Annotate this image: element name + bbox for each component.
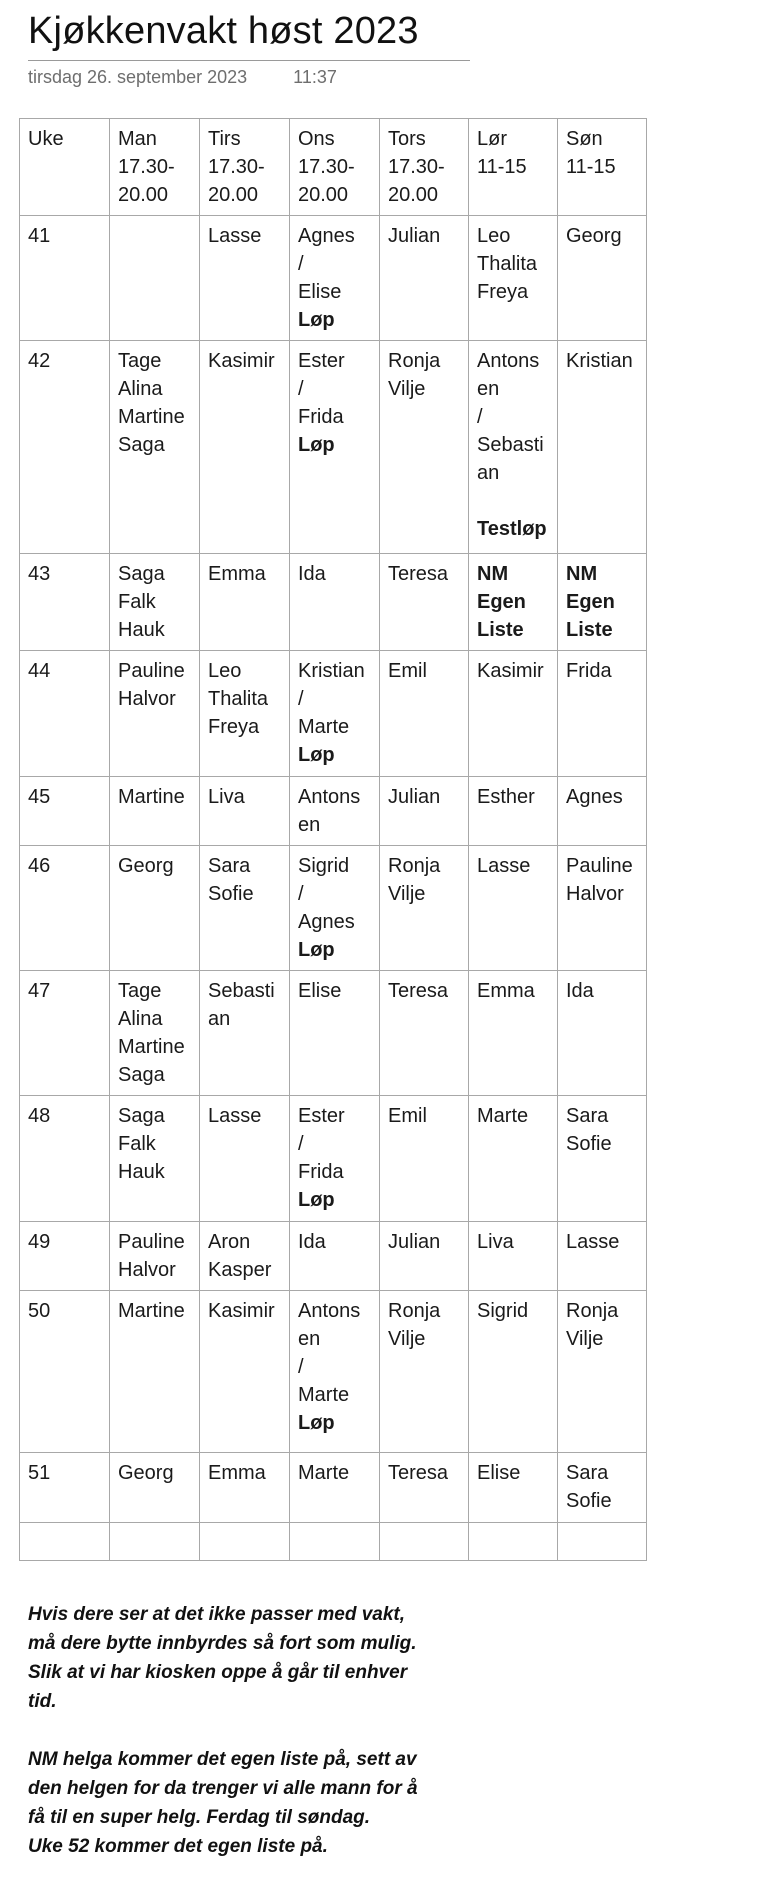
week-number-cell <box>20 971 110 1096</box>
assignee-name: Kristian <box>298 660 365 682</box>
assignee-name: Sofie <box>566 1490 612 1512</box>
assignee-name: Teresa <box>388 1462 449 1484</box>
assignee-name: Martine <box>118 1036 185 1058</box>
week-number-cell <box>20 341 110 554</box>
week-number-cell <box>20 651 110 777</box>
duty-cell <box>110 651 200 777</box>
title-divider <box>28 60 470 61</box>
duty-cell <box>290 971 380 1096</box>
assignee-name: NM <box>477 563 509 585</box>
assignee-name: Ronja <box>566 1300 619 1322</box>
duty-cell <box>200 971 290 1096</box>
duty-cell <box>380 777 469 846</box>
assignee-name: Ida <box>566 980 594 1002</box>
duty-cell <box>380 1453 469 1523</box>
duty-cell <box>290 1291 380 1453</box>
duty-cell <box>290 216 380 341</box>
week-number: 44 <box>28 660 51 682</box>
header-cell-thursday <box>380 119 469 216</box>
header-text: Ons <box>298 128 335 150</box>
table-row <box>20 1453 647 1523</box>
note-line: få til en super helg. Ferdag til søndag. <box>28 1807 371 1828</box>
duty-cell <box>200 1222 290 1291</box>
duty-cell <box>558 651 647 777</box>
week-number: 49 <box>28 1231 51 1253</box>
assignee-name: Falk <box>118 1133 156 1155</box>
assignee-name: Kasimir <box>208 1300 275 1322</box>
assignee-name: Antons <box>298 786 361 808</box>
duty-schedule-table <box>19 118 647 1561</box>
assignee-name: / <box>477 406 483 428</box>
note-paragraph <box>28 1745 488 1861</box>
duty-cell <box>469 216 558 341</box>
duty-cell <box>110 777 200 846</box>
header-text: 11-15 <box>566 156 616 178</box>
assignee-name: Agnes <box>566 786 623 808</box>
duty-cell <box>558 1222 647 1291</box>
assignee-name: Emil <box>388 660 427 682</box>
duty-cell <box>110 846 200 971</box>
duty-cell <box>380 1291 469 1453</box>
assignee-name: Leo <box>477 225 511 247</box>
assignee-name: an <box>477 462 500 484</box>
assignee-name: en <box>477 378 500 400</box>
week-number: 42 <box>28 350 51 372</box>
assignee-name: Alina <box>118 1008 163 1030</box>
assignee-name: Marte <box>298 716 350 738</box>
duty-cell <box>110 1222 200 1291</box>
note-line: NM helga kommer det egen liste på, sett av <box>28 1749 417 1770</box>
table-row <box>20 971 647 1096</box>
week-number-cell <box>20 1096 110 1222</box>
duty-cell <box>469 1096 558 1222</box>
duty-cell <box>380 1096 469 1222</box>
table-row <box>20 1523 647 1561</box>
header-cell-wednesday <box>290 119 380 216</box>
note-line: den helgen for da trenger vi alle mann for å <box>28 1778 418 1799</box>
assignee-name: Thalita <box>208 688 269 710</box>
assignee-name: Ronja <box>388 350 441 372</box>
week-number: 45 <box>28 786 51 808</box>
assignee-name: Ester <box>298 1105 345 1127</box>
assignee-name: Elise <box>298 281 342 303</box>
assignee-name: Martine <box>118 1300 185 1322</box>
assignee-name: Egen <box>477 591 526 613</box>
assignee-name: / <box>298 378 304 400</box>
assignee-name: Saga <box>118 1105 165 1127</box>
duty-cell <box>110 216 200 341</box>
table-body <box>20 216 647 1561</box>
assignee-name: Kasper <box>208 1259 272 1281</box>
assignee-name: Georg <box>118 855 174 877</box>
duty-cell <box>469 1291 558 1453</box>
duty-cell <box>200 1096 290 1222</box>
assignee-name: Thalita <box>477 253 538 275</box>
note-line: Uke 52 kommer det egen liste på. <box>28 1836 328 1857</box>
notes-section <box>28 1600 488 1890</box>
table-row <box>20 846 647 971</box>
assignee-name: Sigrid <box>298 855 350 877</box>
assignee-name: Tage <box>118 350 162 372</box>
week-number: 47 <box>28 980 51 1002</box>
assignee-name: Antons <box>298 1300 361 1322</box>
header-text: 17.30- <box>118 156 175 178</box>
assignee-name: Sofie <box>566 1133 612 1155</box>
assignee-name: Løp <box>298 1412 335 1434</box>
week-number-cell <box>20 777 110 846</box>
duty-cell <box>469 971 558 1096</box>
assignee-name: Hauk <box>118 1161 165 1183</box>
table-row <box>20 1291 647 1453</box>
assignee-name: Halvor <box>118 1259 176 1281</box>
assignee-name: Sebasti <box>208 980 275 1002</box>
duty-cell <box>110 1096 200 1222</box>
assignee-name: Sara <box>566 1462 609 1484</box>
assignee-name: Halvor <box>566 883 624 905</box>
assignee-name: Emma <box>208 1462 266 1484</box>
assignee-name: Marte <box>298 1462 350 1484</box>
assignee-name: Marte <box>477 1105 529 1127</box>
assignee-name: Julian <box>388 225 441 247</box>
duty-cell <box>558 777 647 846</box>
header-cell-week <box>20 119 110 216</box>
week-number-cell <box>20 1523 110 1561</box>
assignee-name: Vilje <box>388 1328 426 1350</box>
duty-cell <box>290 846 380 971</box>
duty-cell <box>200 216 290 341</box>
assignee-name: Pauline <box>566 855 633 877</box>
duty-cell <box>110 1291 200 1453</box>
header-cell-sunday <box>558 119 647 216</box>
table-row <box>20 1222 647 1291</box>
week-number-cell <box>20 1222 110 1291</box>
assignee-name: / <box>298 883 304 905</box>
assignee-name: Testløp <box>477 518 547 540</box>
header-text: Lør <box>477 128 507 150</box>
assignee-name: Marte <box>298 1384 350 1406</box>
header-text: Man <box>118 128 157 150</box>
assignee-name: Sebasti <box>477 434 544 456</box>
assignee-name: an <box>208 1008 231 1030</box>
assignee-name: Saga <box>118 563 165 585</box>
duty-cell <box>469 846 558 971</box>
week-number: 50 <box>28 1300 51 1322</box>
duty-cell <box>380 846 469 971</box>
assignee-name: Liva <box>208 786 245 808</box>
assignee-name: Egen <box>566 591 615 613</box>
assignee-name: Julian <box>388 1231 441 1253</box>
table-row <box>20 216 647 341</box>
note-line: Hvis dere ser at det ikke passer med vakt, <box>28 1604 406 1625</box>
assignee-name: Saga <box>118 1064 165 1086</box>
assignee-name: Julian <box>388 786 441 808</box>
header-cell-monday <box>110 119 200 216</box>
assignee-name: Lasse <box>208 1105 262 1127</box>
assignee-name: Lasse <box>208 225 262 247</box>
table-row <box>20 651 647 777</box>
assignee-name: Sara <box>208 855 251 877</box>
assignee-name: Vilje <box>388 883 426 905</box>
duty-cell <box>469 1523 558 1561</box>
table-row <box>20 341 647 554</box>
assignee-name: / <box>298 688 304 710</box>
week-number-cell <box>20 216 110 341</box>
assignee-name: Kristian <box>566 350 633 372</box>
duty-cell <box>290 1523 380 1561</box>
assignee-name: Agnes <box>298 225 355 247</box>
assignee-name: Leo <box>208 660 242 682</box>
assignee-name: Kasimir <box>477 660 544 682</box>
assignee-name: Løp <box>298 1189 335 1211</box>
duty-cell <box>200 341 290 554</box>
duty-cell <box>110 554 200 651</box>
duty-cell <box>380 341 469 554</box>
assignee-name: en <box>298 814 321 836</box>
assignee-name: Antons <box>477 350 540 372</box>
duty-cell <box>290 554 380 651</box>
assignee-name: Lasse <box>566 1231 620 1253</box>
note-line: Slik at vi har kiosken oppe å går til enhver <box>28 1662 408 1683</box>
assignee-name: Vilje <box>388 378 426 400</box>
note-paragraph <box>28 1600 488 1716</box>
duty-cell <box>558 554 647 651</box>
header-text: 20.00 <box>118 184 169 206</box>
assignee-name: Sofie <box>208 883 254 905</box>
week-number-cell <box>20 846 110 971</box>
duty-cell <box>110 341 200 554</box>
assignee-name: Sara <box>566 1105 609 1127</box>
assignee-name: Ida <box>298 563 326 585</box>
duty-cell <box>290 1453 380 1523</box>
assignee-name: Løp <box>298 744 335 766</box>
header-text: 20.00 <box>208 184 259 206</box>
duty-cell <box>558 216 647 341</box>
duty-cell <box>558 1453 647 1523</box>
assignee-name: Løp <box>298 434 335 456</box>
assignee-name: Emma <box>208 563 266 585</box>
assignee-name: Ester <box>298 350 345 372</box>
document-meta <box>28 67 337 88</box>
header-text: 20.00 <box>298 184 349 206</box>
assignee-name: Tage <box>118 980 162 1002</box>
assignee-name: / <box>298 1133 304 1155</box>
page-title: Kjøkkenvakt høst 2023 <box>28 10 419 52</box>
table-row <box>20 554 647 651</box>
duty-cell <box>558 1291 647 1453</box>
assignee-name: Ida <box>298 1231 326 1253</box>
table-header-row <box>20 119 647 216</box>
week-number: 46 <box>28 855 51 877</box>
duty-cell <box>290 651 380 777</box>
assignee-name: Halvor <box>118 688 176 710</box>
duty-cell <box>469 1453 558 1523</box>
week-number: 51 <box>28 1462 51 1484</box>
note-line: tid. <box>28 1691 57 1712</box>
assignee-name: Lasse <box>477 855 531 877</box>
assignee-name: Liste <box>477 619 524 641</box>
duty-cell <box>200 651 290 777</box>
duty-cell <box>469 1222 558 1291</box>
duty-cell <box>380 651 469 777</box>
assignee-name: Alina <box>118 378 163 400</box>
duty-cell <box>110 971 200 1096</box>
duty-cell <box>110 1453 200 1523</box>
duty-cell <box>380 554 469 651</box>
duty-cell <box>290 1096 380 1222</box>
assignee-name: Pauline <box>118 660 185 682</box>
duty-cell <box>200 777 290 846</box>
duty-cell <box>200 846 290 971</box>
assignee-name: Løp <box>298 939 335 961</box>
duty-cell <box>469 341 558 554</box>
assignee-name: NM <box>566 563 598 585</box>
duty-cell <box>469 554 558 651</box>
duty-cell <box>558 971 647 1096</box>
table-row <box>20 777 647 846</box>
assignee-name: Emma <box>477 980 535 1002</box>
assignee-name: Esther <box>477 786 535 808</box>
assignee-name: Vilje <box>566 1328 604 1350</box>
assignee-name: en <box>298 1328 321 1350</box>
duty-cell <box>290 341 380 554</box>
assignee-name: Teresa <box>388 563 449 585</box>
assignee-name: / <box>298 253 304 275</box>
assignee-name: Frida <box>298 406 344 428</box>
week-number: 41 <box>28 225 51 247</box>
assignee-name: Liste <box>566 619 613 641</box>
header-text: Uke <box>28 128 64 150</box>
duty-cell <box>558 846 647 971</box>
week-number-cell <box>20 1291 110 1453</box>
assignee-name: Martine <box>118 786 185 808</box>
assignee-name: Hauk <box>118 619 165 641</box>
week-number: 48 <box>28 1105 51 1127</box>
assignee-name: Kasimir <box>208 350 275 372</box>
assignee-name: Teresa <box>388 980 449 1002</box>
header-text: 17.30- <box>388 156 445 178</box>
duty-cell <box>200 554 290 651</box>
week-number-cell <box>20 554 110 651</box>
duty-cell <box>558 1523 647 1561</box>
assignee-name: Løp <box>298 309 335 331</box>
note-line: må dere bytte innbyrdes så fort som mulig. <box>28 1633 417 1654</box>
duty-cell <box>380 971 469 1096</box>
duty-cell <box>380 1222 469 1291</box>
week-number-cell <box>20 1453 110 1523</box>
assignee-name: Saga <box>118 434 165 456</box>
header-cell-tuesday <box>200 119 290 216</box>
document-date: tirsdag 26. september 2023 <box>28 67 248 87</box>
assignee-name: Ronja <box>388 1300 441 1322</box>
duty-cell <box>200 1291 290 1453</box>
header-cell-saturday <box>469 119 558 216</box>
assignee-name: Aron <box>208 1231 251 1253</box>
assignee-name: Georg <box>118 1462 174 1484</box>
assignee-name: Elise <box>298 980 342 1002</box>
assignee-name: Georg <box>566 225 622 247</box>
duty-cell <box>469 777 558 846</box>
duty-cell <box>558 1096 647 1222</box>
assignee-name: Frida <box>298 1161 344 1183</box>
duty-cell <box>380 216 469 341</box>
assignee-name: Sigrid <box>477 1300 529 1322</box>
table-row <box>20 1096 647 1222</box>
header-text: 17.30- <box>208 156 265 178</box>
assignee-name: Falk <box>118 591 156 613</box>
assignee-name: Frida <box>566 660 612 682</box>
document-time: 11:37 <box>293 67 337 87</box>
duty-cell <box>200 1453 290 1523</box>
duty-cell <box>200 1523 290 1561</box>
header-text: 17.30- <box>298 156 355 178</box>
assignee-name: Emil <box>388 1105 427 1127</box>
header-text: Søn <box>566 128 603 150</box>
assignee-name: Ronja <box>388 855 441 877</box>
assignee-name: Freya <box>208 716 260 738</box>
assignee-name: Liva <box>477 1231 514 1253</box>
assignee-name: Elise <box>477 1462 521 1484</box>
duty-cell <box>380 1523 469 1561</box>
assignee-name: / <box>298 1356 304 1378</box>
assignee-name: Martine <box>118 406 185 428</box>
week-number: 43 <box>28 563 51 585</box>
header-text: 11-15 <box>477 156 527 178</box>
header-text: 20.00 <box>388 184 439 206</box>
duty-cell <box>469 651 558 777</box>
duty-cell <box>290 1222 380 1291</box>
duty-cell <box>290 777 380 846</box>
assignee-name: Agnes <box>298 911 355 933</box>
assignee-name: Freya <box>477 281 529 303</box>
assignee-name: Pauline <box>118 1231 185 1253</box>
header-text: Tors <box>388 128 426 150</box>
duty-cell <box>110 1523 200 1561</box>
header-text: Tirs <box>208 128 241 150</box>
duty-cell <box>558 341 647 554</box>
